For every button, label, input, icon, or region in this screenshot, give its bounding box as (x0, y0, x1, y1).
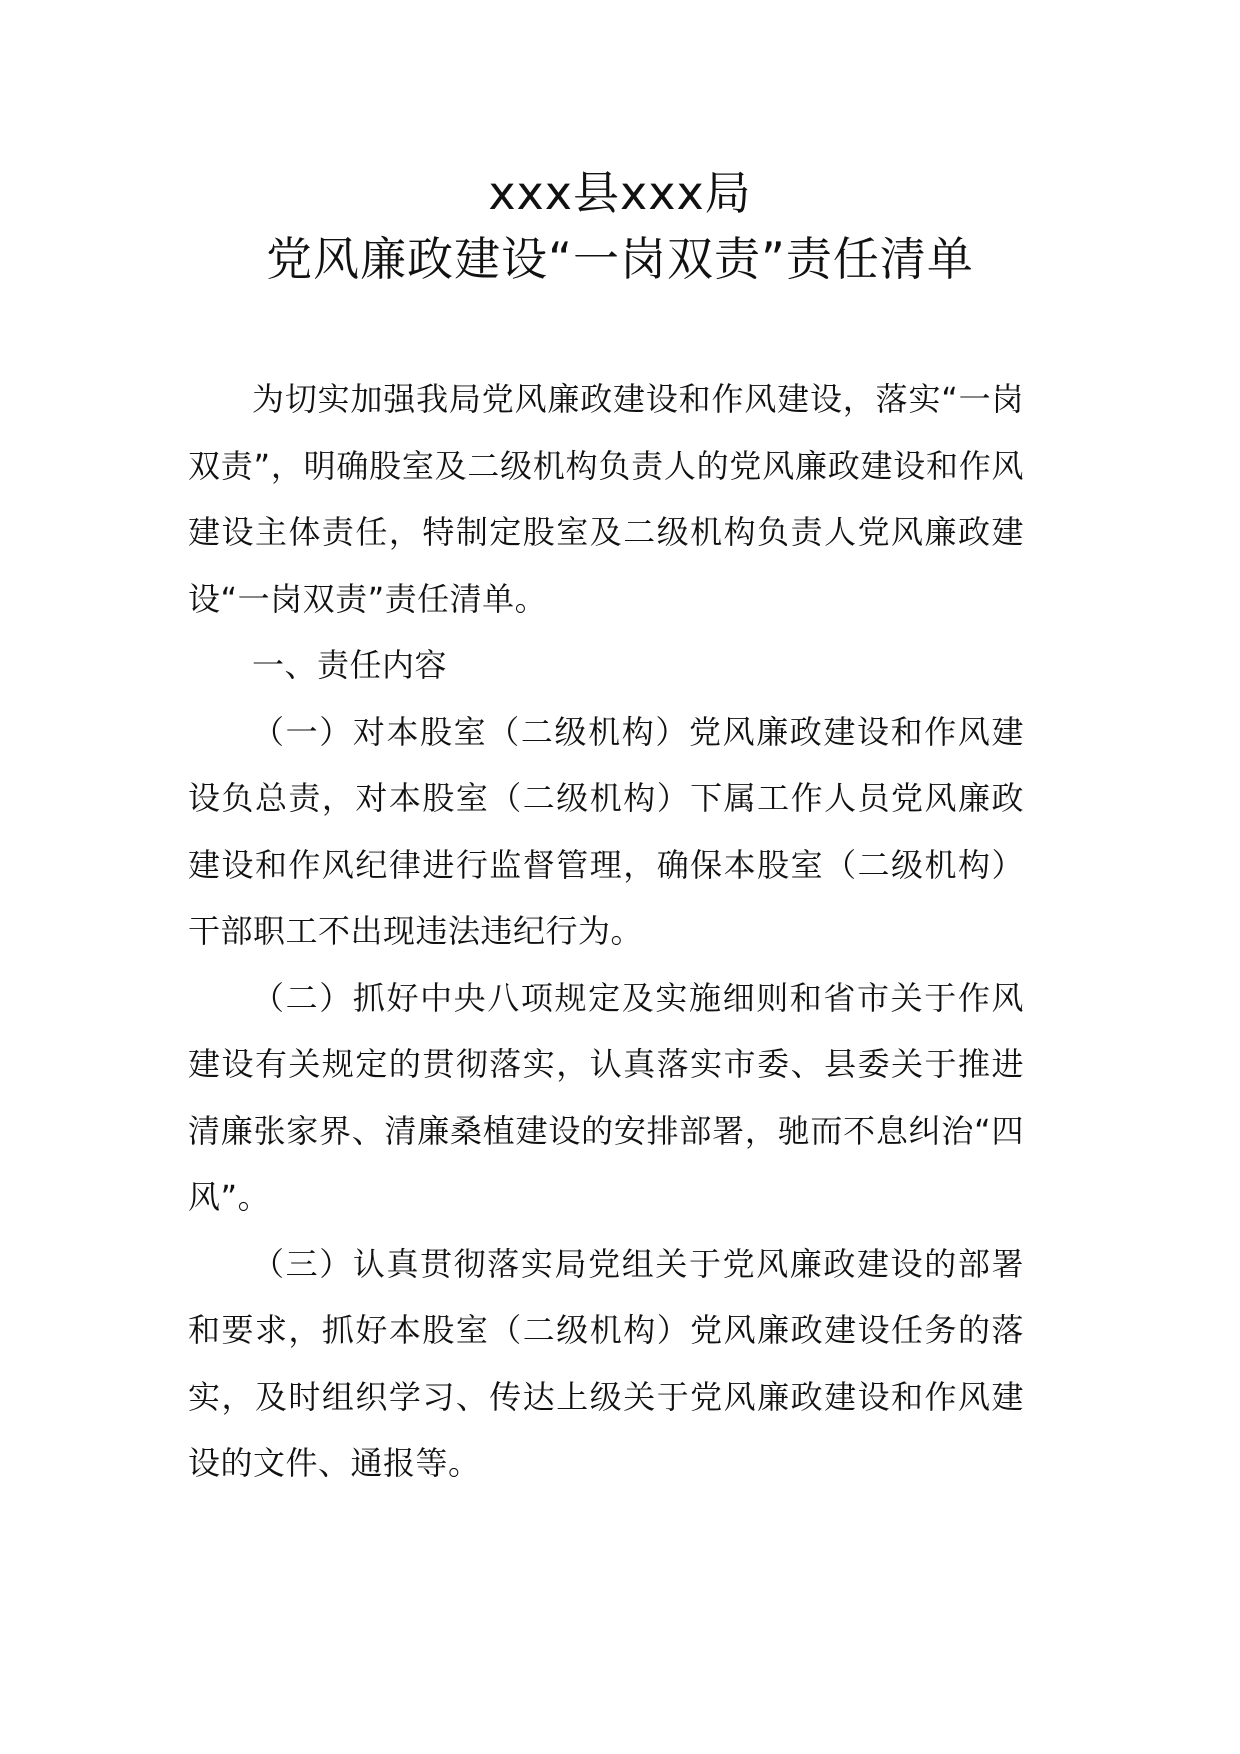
paragraph-item-2: （二）抓好中央八项规定及实施细则和省市关于作风建设有关规定的贯彻落实，认真落实市委、县委关于推进清廉张家界、清廉桑植建设的安排部署，驰而不息纠治“四风”。 (188, 978, 1024, 1216)
section-heading: 一、责任内容 (252, 646, 448, 684)
paragraph-intro: 为切实加强我局党风廉政建设和作风建设，落实“一岗双责”，明确股室及二级机构负责人的党风廉政建设和作风建设主体责任，特制定股室及二级机构负责人党风廉政建设“一岗双责”责任清单。 (188, 380, 1024, 618)
document-title (0, 160, 1240, 292)
paragraph-item-1: （一）对本股室（二级机构）党风廉政建设和作风建设负总责，对本股室（二级机构）下属工作人员党风廉政建设和作风纪律进行监督管理，确保本股室（二级机构）干部职工不出现违法违纪行为。 (188, 712, 1024, 950)
title-line-1: xxx县xxx局 (488, 166, 752, 220)
document-body (188, 366, 1024, 1497)
title-line-2: 党风廉政建设“一岗双责”责任清单 (266, 232, 974, 286)
paragraph-item-3: （三）认真贯彻落实局党组关于党风廉政建设的部署和要求，抓好本股室（二级机构）党风廉政建设任务的落实，及时组织学习、传达上级关于党风廉政建设和作风建设的文件、通报等。 (188, 1244, 1024, 1482)
